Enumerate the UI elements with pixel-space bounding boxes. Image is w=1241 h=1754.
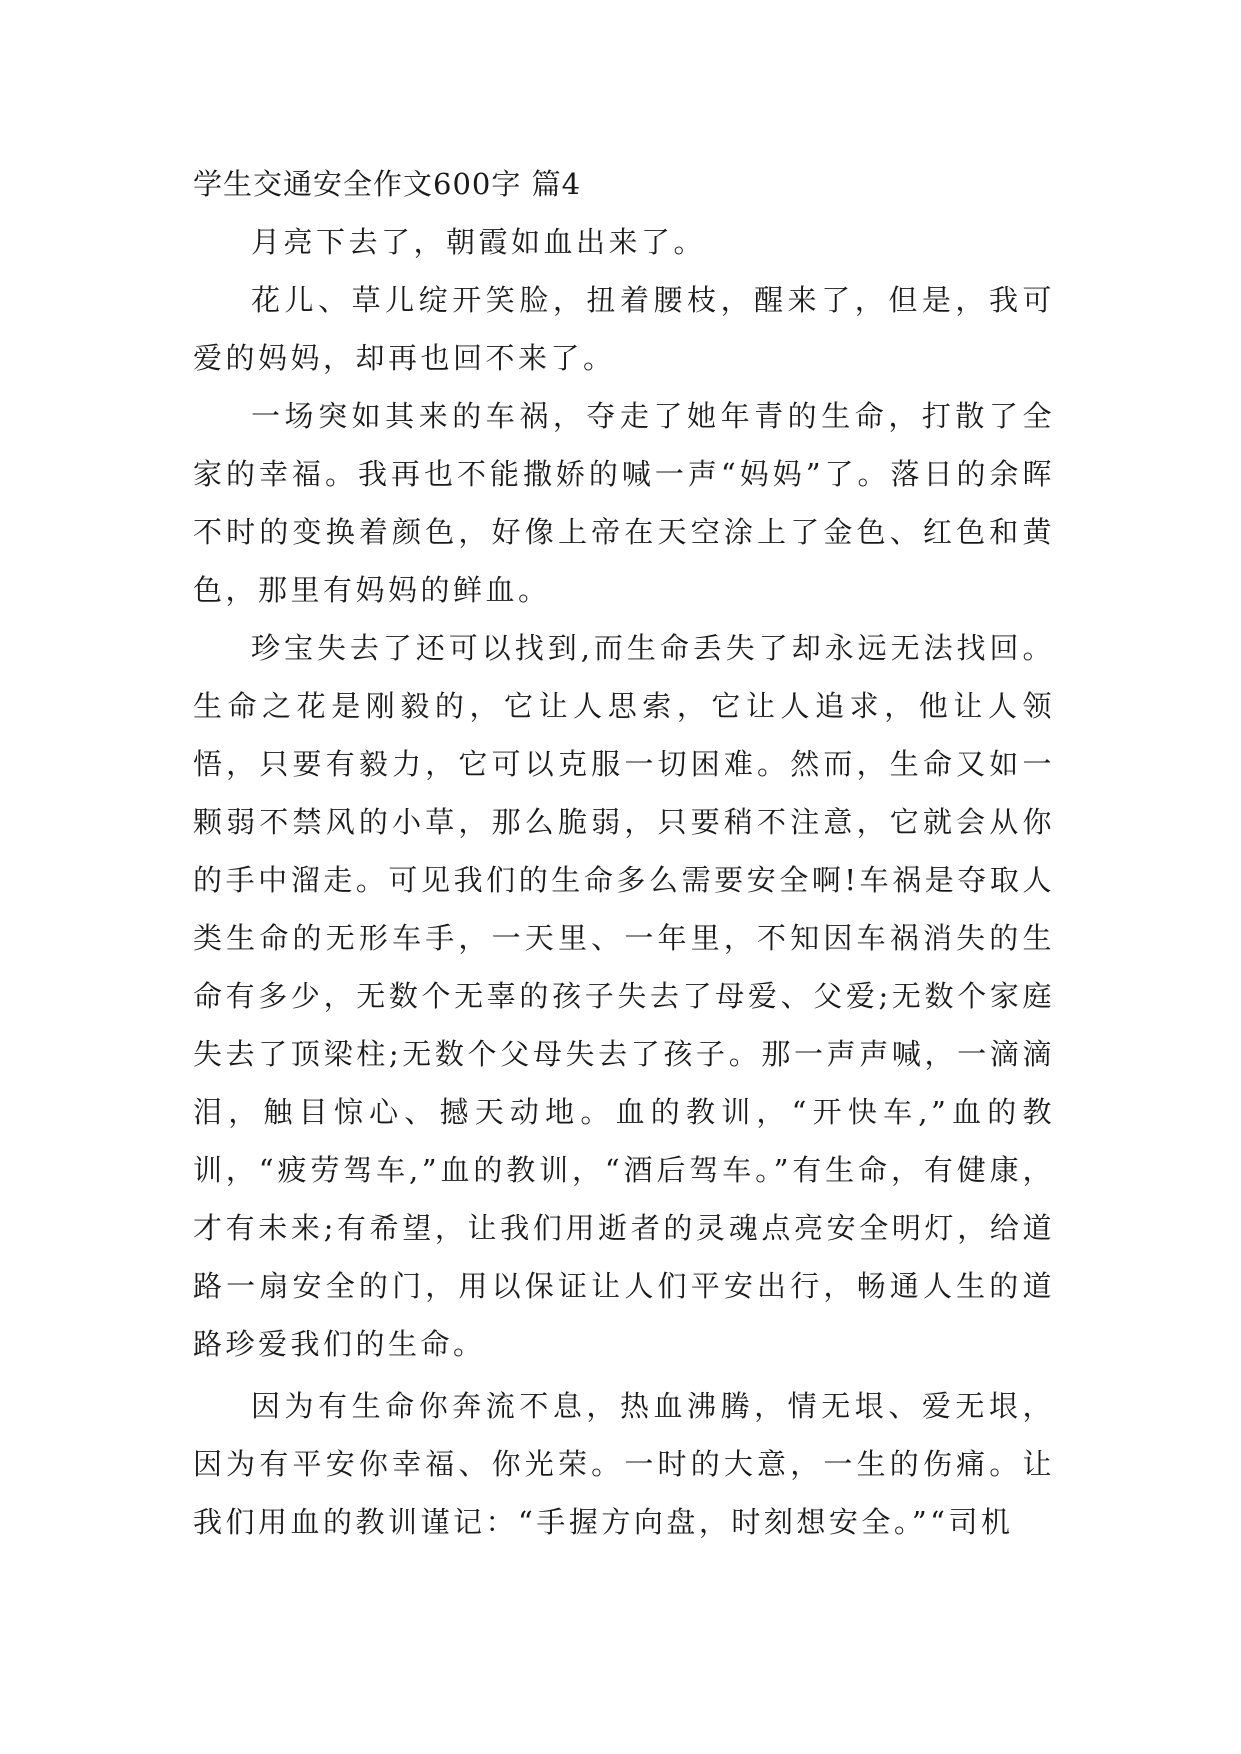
paragraph-5: 因为有生命你奔流不息，热血沸腾，情无垠、爱无垠，因为有平安你幸福、你光荣。一时的大意，一生的伤痛。让我们用血的教训谨记：“手握方向盘，时刻想安全。”“司机 (193, 1389, 1055, 1539)
paragraph-2: 花儿、草儿绽开笑脸，扭着腰枝，醒来了，但是，我可爱的妈妈，却再也回不来了。 (193, 283, 1055, 375)
document-body (193, 155, 1055, 1551)
paragraph-1: 月亮下去了，朝霞如血出来了。 (251, 225, 707, 259)
paragraph-4: 珍宝失去了还可以找到,而生命丢失了却永远无法找回。生命之花是刚毅的，它让人思索，它让人追求，他让人领悟，只要有毅力，它可以克服一切困难。然而，生命又如一颗弱不禁风的小草，那么脆弱，只要稍不注意，它就会从你的手中溜走。可见我们的生命多么需要安全啊!车祸是夺取人类生命的无形车手，一天里、一年里，不知因车祸消失的生命有多少，无数个无辜的孩子失去了母爱、父爱;无数个家庭失去了顶梁柱;无数个父母失去了孩子。那一声声喊，一滴滴泪，触目惊心、撼天动地。血的教训，“开快车,”血的教训，“疲劳驾车,”血的教训，“酒后驾车。”有生命，有健康，才有未来;有希望，让我们用逝者的灵魂点亮安全明灯，给道路一扇安全的门，用以保证让人们平安出行，畅通人生的道路珍爱我们的生命。 (193, 631, 1055, 1361)
paragraph-3: 一场突如其来的车祸，夺走了她年青的生命，打散了全家的幸福。我再也不能撒娇的喊一声“妈妈”了。落日的余晖不时的变换着颜色，好像上帝在天空涂上了金色、红色和黄色，那里有妈妈的鲜血。 (193, 399, 1055, 607)
document-title: 学生交通安全作文600字 篇4 (193, 167, 582, 201)
